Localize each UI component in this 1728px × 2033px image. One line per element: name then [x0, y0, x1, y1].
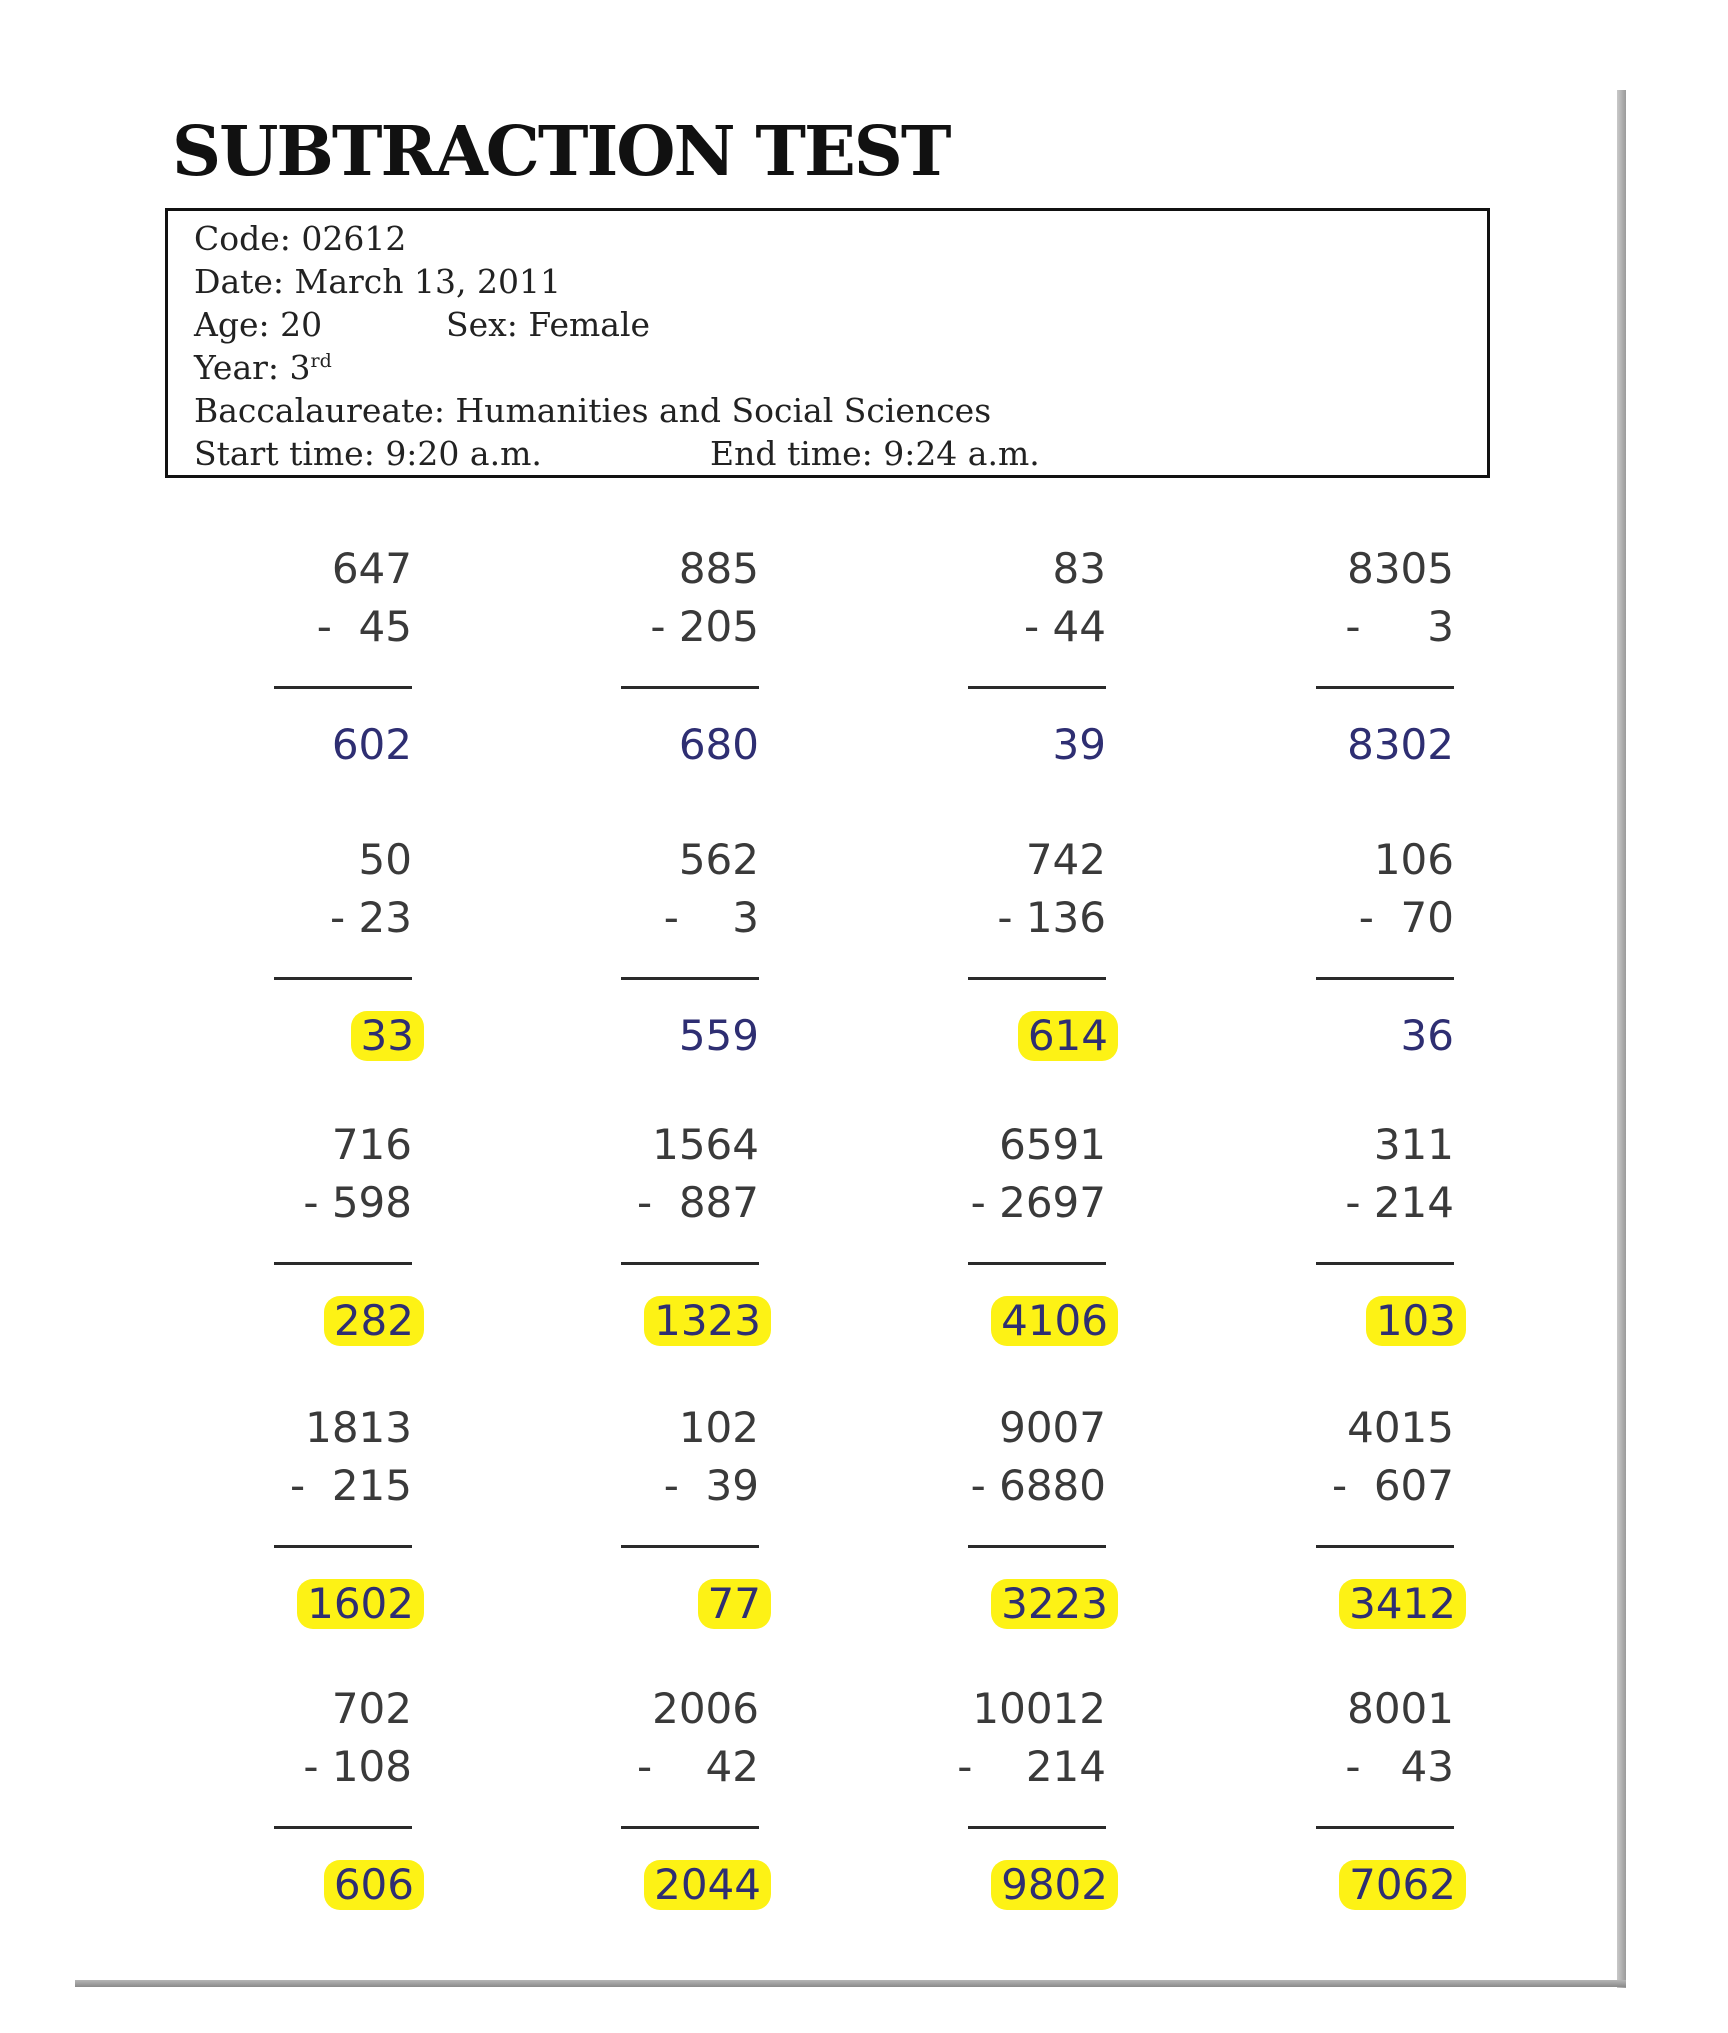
highlighted-answer: 614 [1018, 1011, 1118, 1061]
subtraction-problem [182, 544, 412, 788]
answer: 8302 [1347, 720, 1454, 769]
subtrahend: - 136 [997, 893, 1106, 942]
subtraction-problem [529, 835, 759, 1079]
minuend: 9007 [999, 1403, 1106, 1452]
highlighted-answer: 1323 [644, 1296, 771, 1346]
answer-rule [968, 686, 1106, 689]
subtrahend: - 215 [289, 1461, 412, 1510]
subtraction-problem [182, 835, 414, 1079]
minuend: 1813 [305, 1403, 412, 1452]
highlighted-answer: 3223 [991, 1579, 1118, 1629]
answer-rule [1316, 1262, 1454, 1265]
answer-rule [274, 1262, 412, 1265]
subtrahend: - 214 [1345, 1178, 1454, 1227]
answer-rule [1316, 686, 1454, 689]
answer-rule [621, 1826, 759, 1829]
subtraction-problem [529, 544, 759, 788]
subtraction-problem [876, 1684, 1108, 1928]
subtrahend: - 70 [1358, 893, 1454, 942]
answer-rule [621, 977, 759, 980]
minuend: 716 [331, 1120, 412, 1169]
highlighted-answer: 3412 [1339, 1579, 1466, 1629]
subtraction-problem [876, 1403, 1108, 1647]
subtraction-problem [1224, 1684, 1456, 1928]
highlighted-answer: 1602 [297, 1579, 424, 1629]
subtrahend: - 6880 [970, 1461, 1106, 1510]
answer-rule [968, 977, 1106, 980]
subtrahend: - 2697 [970, 1178, 1106, 1227]
answer: 680 [678, 720, 759, 769]
minuend: 702 [331, 1684, 412, 1733]
minuend: 8001 [1347, 1684, 1454, 1733]
minuend: 885 [678, 544, 759, 593]
subtraction-problem [1224, 1403, 1456, 1647]
subtrahend: - 598 [303, 1178, 412, 1227]
subtraction-problem [529, 1684, 761, 1928]
highlighted-answer: 9802 [991, 1860, 1118, 1910]
subtraction-problem [182, 1684, 414, 1928]
subtraction-problem [876, 835, 1108, 1079]
minuend: 4015 [1347, 1403, 1454, 1452]
answer-rule [1316, 1826, 1454, 1829]
answer-rule [1316, 1545, 1454, 1548]
minuend: 10012 [972, 1684, 1106, 1733]
subtraction-problem [529, 1120, 761, 1364]
answer-rule [621, 1545, 759, 1548]
subtraction-problem [529, 1403, 761, 1647]
subtraction-problem [876, 1120, 1108, 1364]
subtrahend: - 205 [650, 602, 759, 651]
highlighted-answer: 4106 [991, 1296, 1118, 1346]
answer-rule [1316, 977, 1454, 980]
subtraction-problem [876, 544, 1106, 788]
subtrahend: - 45 [316, 602, 412, 651]
minuend: 106 [1373, 835, 1454, 884]
minuend: 647 [331, 544, 412, 593]
subtraction-problem [1224, 1120, 1456, 1364]
minuend: 102 [678, 1403, 759, 1452]
answer-rule [274, 1826, 412, 1829]
highlighted-answer: 2044 [644, 1860, 771, 1910]
date-line: Date: March 13, 2011 [194, 262, 561, 301]
minuend: 6591 [999, 1120, 1106, 1169]
highlighted-answer: 606 [324, 1860, 424, 1910]
subtrahend: - 214 [957, 1742, 1106, 1791]
sex-line: Sex: Female [446, 305, 651, 344]
page-title: SUBTRACTION TEST [172, 112, 950, 192]
subtrahend: - 607 [1331, 1461, 1454, 1510]
answer: 602 [331, 720, 412, 769]
subtrahend: - 23 [330, 893, 412, 942]
minuend: 8305 [1347, 544, 1454, 593]
answer-rule [968, 1826, 1106, 1829]
highlighted-answer: 103 [1366, 1296, 1466, 1346]
subtraction-problem [182, 1403, 414, 1647]
answer-rule [274, 977, 412, 980]
subtrahend: - 43 [1345, 1742, 1454, 1791]
year-value: Year: 3 [194, 348, 311, 387]
minuend: 2006 [652, 1684, 759, 1733]
end-time-line: End time: 9:24 a.m. [710, 434, 1040, 473]
answer: 559 [678, 1011, 759, 1060]
page-shadow-right [1617, 90, 1626, 1988]
answer: 39 [1052, 720, 1106, 769]
minuend: 1564 [652, 1120, 759, 1169]
subtrahend: - 3 [663, 893, 759, 942]
answer-rule [621, 686, 759, 689]
highlighted-answer: 33 [351, 1011, 424, 1061]
subtrahend: - 39 [663, 1461, 759, 1510]
subtraction-problem [182, 1120, 414, 1364]
minuend: 50 [358, 835, 412, 884]
minuend: 742 [1025, 835, 1106, 884]
answer-rule [968, 1262, 1106, 1265]
highlighted-answer: 77 [698, 1579, 771, 1629]
page-shadow-bottom [75, 1980, 1626, 1987]
subtrahend: - 42 [636, 1742, 759, 1791]
baccalaureate-line: Baccalaureate: Humanities and Social Sciences [194, 391, 992, 430]
subtrahend: - 108 [303, 1742, 412, 1791]
answer-rule [621, 1262, 759, 1265]
subtrahend: - 3 [1345, 602, 1454, 651]
subtraction-problem [1224, 544, 1454, 788]
highlighted-answer: 282 [324, 1296, 424, 1346]
start-time-line: Start time: 9:20 a.m. [194, 434, 542, 473]
age-line: Age: 20 [194, 305, 323, 344]
minuend: 311 [1373, 1120, 1454, 1169]
minuend: 562 [678, 835, 759, 884]
answer-rule [968, 1545, 1106, 1548]
subtrahend: - 887 [636, 1178, 759, 1227]
minuend: 83 [1052, 544, 1106, 593]
answer-rule [274, 686, 412, 689]
year-ordinal: rd [310, 350, 332, 372]
highlighted-answer: 7062 [1339, 1860, 1466, 1910]
subtrahend: - 44 [1024, 602, 1106, 651]
code-line: Code: 02612 [194, 219, 407, 258]
answer-rule [274, 1545, 412, 1548]
subtraction-problem [1224, 835, 1454, 1079]
answer: 36 [1400, 1011, 1454, 1060]
